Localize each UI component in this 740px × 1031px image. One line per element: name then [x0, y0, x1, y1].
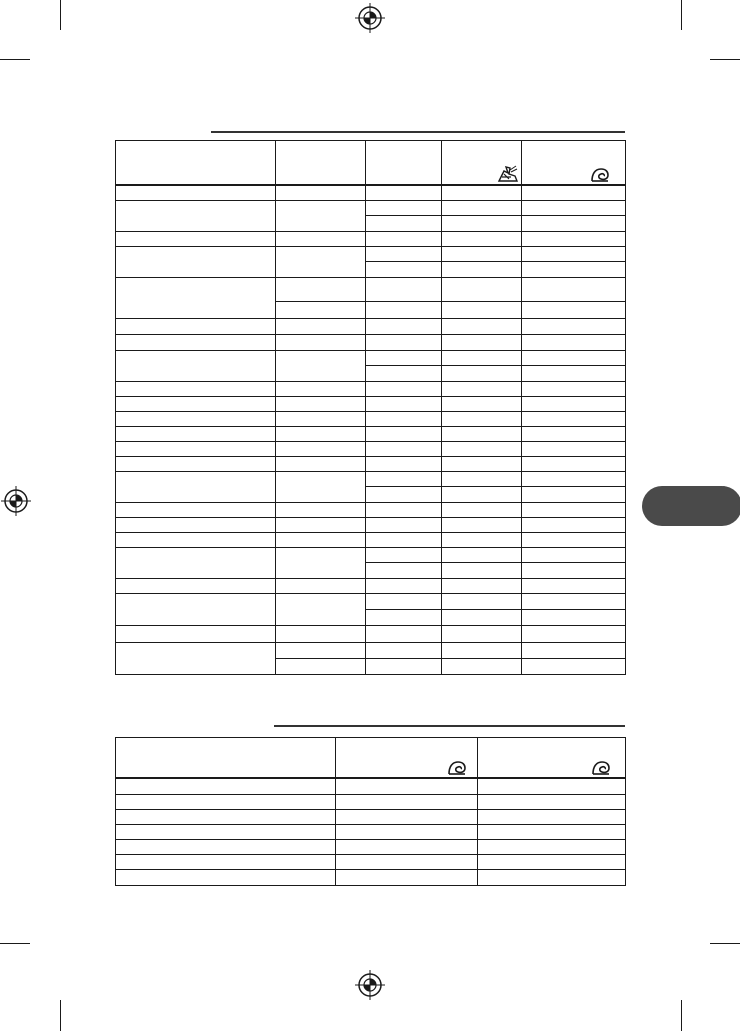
- registration-mark-left: [1, 486, 31, 516]
- table1-row-line: [115, 547, 626, 548]
- table1-row-line: [115, 318, 626, 319]
- table1-row-line: [115, 593, 626, 594]
- table1-row-line: [115, 231, 626, 232]
- language-side-tab: [642, 486, 740, 526]
- table1-row-line: [115, 334, 626, 335]
- table1-subrow-line: [365, 365, 626, 366]
- table1-subrow-line: [365, 609, 626, 610]
- table1-subrow-line: [365, 486, 626, 487]
- table1-row-line: [115, 441, 626, 442]
- table1-col-divider: [365, 140, 366, 675]
- blanket-icon: [591, 759, 611, 776]
- table1-row-line: [115, 246, 626, 247]
- table1-subrow-line: [365, 562, 626, 563]
- table1-row-line: [115, 471, 626, 472]
- table2-col-divider: [335, 737, 336, 886]
- table1-col-divider: [275, 140, 276, 675]
- table1-row-line: [115, 578, 626, 579]
- table2-col-divider: [477, 737, 478, 886]
- table1-header-separator: [115, 184, 626, 186]
- blanket-icon: [447, 759, 467, 776]
- table2-row-line: [115, 824, 626, 825]
- table1-row-line: [115, 200, 626, 201]
- table1-row-line: [115, 426, 626, 427]
- table2-row-line: [115, 794, 626, 795]
- table2-title-rule: [274, 725, 625, 727]
- registration-mark-top: [355, 3, 385, 33]
- table1-subrow-line: [275, 658, 626, 659]
- table1-row-line: [115, 396, 626, 397]
- table2-frame: [115, 737, 626, 886]
- table1-row-line: [115, 456, 626, 457]
- table1-subrow-line: [365, 261, 626, 262]
- crossed-out-bin-steam-icon: [496, 165, 518, 183]
- table1-row-line: [115, 350, 626, 351]
- registration-mark-bottom: [355, 970, 385, 1000]
- table1-row-line: [115, 625, 626, 626]
- blanket-icon: [590, 166, 610, 183]
- table2-row-line: [115, 869, 626, 870]
- table1-title-rule: [211, 131, 625, 133]
- table1-row-line: [115, 502, 626, 503]
- table1-subrow-line: [275, 301, 626, 302]
- table2-row-line: [115, 809, 626, 810]
- table1-row-line: [115, 517, 626, 518]
- table1-col-divider: [521, 140, 522, 675]
- table2-row-line: [115, 839, 626, 840]
- table1-row-line: [115, 381, 626, 382]
- table1-row-line: [115, 532, 626, 533]
- table2-header-separator: [115, 777, 626, 779]
- table1-frame: [115, 140, 626, 675]
- table1-row-line: [115, 642, 626, 643]
- table1-subrow-line: [365, 215, 626, 216]
- table2-row-line: [115, 854, 626, 855]
- table1-row-line: [115, 411, 626, 412]
- table1-col-divider: [441, 140, 442, 675]
- table1-row-line: [115, 277, 626, 278]
